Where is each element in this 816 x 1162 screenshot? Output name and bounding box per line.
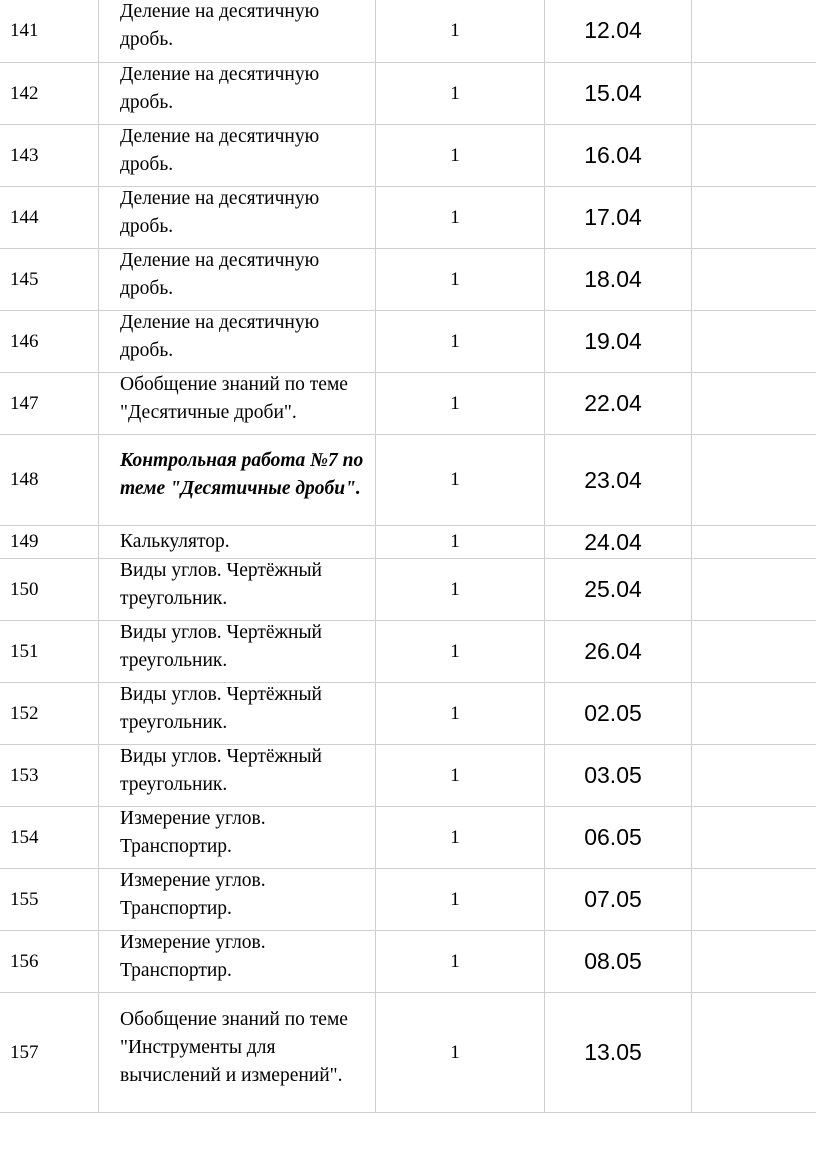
lesson-topic-text: Виды углов. Чертёжный треугольник. bbox=[120, 621, 322, 671]
lesson-note bbox=[692, 683, 816, 745]
lesson-topic bbox=[99, 373, 376, 435]
lesson-date: 16.04 bbox=[545, 125, 692, 187]
lesson-hours: 1 bbox=[376, 311, 545, 373]
lesson-topic bbox=[99, 745, 376, 807]
lesson-topic bbox=[99, 125, 376, 187]
lesson-number: 141 bbox=[0, 0, 99, 63]
lesson-date: 03.05 bbox=[545, 745, 692, 807]
lesson-note bbox=[692, 993, 816, 1113]
lesson-topic-text: Деление на десятичную дробь. bbox=[120, 63, 320, 113]
table-row bbox=[0, 869, 816, 931]
lesson-topic bbox=[99, 869, 376, 931]
lesson-note bbox=[692, 63, 816, 125]
lesson-topic-text: Измерение углов. Транспортир. bbox=[120, 807, 266, 857]
lesson-topic bbox=[99, 187, 376, 249]
lesson-topic-text: Калькулятор. bbox=[120, 531, 230, 552]
lesson-hours: 1 bbox=[376, 187, 545, 249]
lesson-date: 24.04 bbox=[545, 526, 692, 559]
table-row bbox=[0, 249, 816, 311]
lesson-topic bbox=[99, 526, 376, 559]
table-row bbox=[0, 931, 816, 993]
lesson-note bbox=[692, 435, 816, 526]
lesson-topic bbox=[99, 435, 376, 526]
lesson-number: 154 bbox=[0, 807, 99, 869]
lesson-number: 143 bbox=[0, 125, 99, 187]
lesson-date: 02.05 bbox=[545, 683, 692, 745]
lesson-note bbox=[692, 311, 816, 373]
table-row bbox=[0, 745, 816, 807]
lesson-note bbox=[692, 807, 816, 869]
lesson-topic bbox=[99, 807, 376, 869]
lesson-number: 148 bbox=[0, 435, 99, 526]
lesson-note bbox=[692, 526, 816, 559]
lesson-number: 152 bbox=[0, 683, 99, 745]
lesson-hours: 1 bbox=[376, 0, 545, 63]
lesson-date: 06.05 bbox=[545, 807, 692, 869]
table-row bbox=[0, 526, 816, 559]
lesson-date: 15.04 bbox=[545, 63, 692, 125]
lesson-hours: 1 bbox=[376, 621, 545, 683]
lesson-topic-text: Деление на десятичную дробь. bbox=[120, 187, 320, 237]
table-row bbox=[0, 0, 816, 63]
table-row bbox=[0, 559, 816, 621]
lesson-topic-text: Деление на десятичную дробь. bbox=[120, 0, 320, 50]
table-row bbox=[0, 993, 816, 1113]
lesson-date: 08.05 bbox=[545, 931, 692, 993]
lesson-topic bbox=[99, 311, 376, 373]
table-row bbox=[0, 435, 816, 526]
lesson-topic-text: Обобщение знаний по теме "Инструменты для вычислений и измерений". bbox=[120, 1008, 348, 1086]
lesson-number: 146 bbox=[0, 311, 99, 373]
lesson-hours: 1 bbox=[376, 373, 545, 435]
table-row bbox=[0, 373, 816, 435]
lesson-topic bbox=[99, 621, 376, 683]
lesson-topic-text: Деление на десятичную дробь. bbox=[120, 249, 320, 299]
lesson-number: 156 bbox=[0, 931, 99, 993]
lesson-number: 145 bbox=[0, 249, 99, 311]
lesson-number: 153 bbox=[0, 745, 99, 807]
lesson-topic-text: Виды углов. Чертёжный треугольник. bbox=[120, 745, 322, 795]
lesson-date: 13.05 bbox=[545, 993, 692, 1113]
lesson-topic-text: Измерение углов. Транспортир. bbox=[120, 869, 266, 919]
lesson-hours: 1 bbox=[376, 807, 545, 869]
lesson-date: 26.04 bbox=[545, 621, 692, 683]
lesson-number: 151 bbox=[0, 621, 99, 683]
lesson-note bbox=[692, 745, 816, 807]
lesson-hours: 1 bbox=[376, 993, 545, 1113]
lesson-note bbox=[692, 373, 816, 435]
lesson-number: 149 bbox=[0, 526, 99, 559]
lesson-topic bbox=[99, 993, 376, 1113]
lesson-number: 147 bbox=[0, 373, 99, 435]
lesson-hours: 1 bbox=[376, 931, 545, 993]
lesson-topic-text: Обобщение знаний по теме "Десятичные дроби". bbox=[120, 373, 348, 423]
lesson-topic bbox=[99, 931, 376, 993]
lesson-date: 07.05 bbox=[545, 869, 692, 931]
lesson-note bbox=[692, 869, 816, 931]
lesson-date: 23.04 bbox=[545, 435, 692, 526]
lesson-hours: 1 bbox=[376, 526, 545, 559]
table-row bbox=[0, 621, 816, 683]
lesson-date: 17.04 bbox=[545, 187, 692, 249]
table-row bbox=[0, 807, 816, 869]
table-row bbox=[0, 311, 816, 373]
lesson-note bbox=[692, 187, 816, 249]
lesson-note bbox=[692, 621, 816, 683]
lesson-hours: 1 bbox=[376, 745, 545, 807]
lesson-topic bbox=[99, 249, 376, 311]
lesson-topic-text: Виды углов. Чертёжный треугольник. bbox=[120, 683, 322, 733]
lesson-number: 155 bbox=[0, 869, 99, 931]
lesson-hours: 1 bbox=[376, 869, 545, 931]
lesson-note bbox=[692, 931, 816, 993]
lesson-number: 144 bbox=[0, 187, 99, 249]
lesson-topic bbox=[99, 683, 376, 745]
table-row bbox=[0, 125, 816, 187]
lesson-note bbox=[692, 249, 816, 311]
lesson-hours: 1 bbox=[376, 683, 545, 745]
lesson-topic-text: Виды углов. Чертёжный треугольник. bbox=[120, 559, 322, 609]
lesson-hours: 1 bbox=[376, 63, 545, 125]
lesson-topic-text: Измерение углов. Транспортир. bbox=[120, 931, 266, 981]
table-row bbox=[0, 683, 816, 745]
lesson-date: 19.04 bbox=[545, 311, 692, 373]
lesson-hours: 1 bbox=[376, 559, 545, 621]
table-row bbox=[0, 63, 816, 125]
lesson-date: 18.04 bbox=[545, 249, 692, 311]
lesson-note bbox=[692, 125, 816, 187]
lesson-note bbox=[692, 559, 816, 621]
lesson-hours: 1 bbox=[376, 249, 545, 311]
lesson-hours: 1 bbox=[376, 125, 545, 187]
lesson-topic bbox=[99, 63, 376, 125]
lesson-topic bbox=[99, 559, 376, 621]
lesson-date: 12.04 bbox=[545, 0, 692, 63]
lesson-topic bbox=[99, 0, 376, 63]
lesson-topic-text: Деление на десятичную дробь. bbox=[120, 311, 320, 361]
lesson-note bbox=[692, 0, 816, 63]
lesson-number: 142 bbox=[0, 63, 99, 125]
lesson-topic-text: Деление на десятичную дробь. bbox=[120, 125, 320, 175]
lesson-number: 157 bbox=[0, 993, 99, 1113]
lesson-hours: 1 bbox=[376, 435, 545, 526]
lesson-date: 25.04 bbox=[545, 559, 692, 621]
lesson-topic-text: Контрольная работа №7 по теме "Десятичные дроби". bbox=[120, 450, 364, 499]
table-row bbox=[0, 187, 816, 249]
lesson-number: 150 bbox=[0, 559, 99, 621]
lesson-date: 22.04 bbox=[545, 373, 692, 435]
